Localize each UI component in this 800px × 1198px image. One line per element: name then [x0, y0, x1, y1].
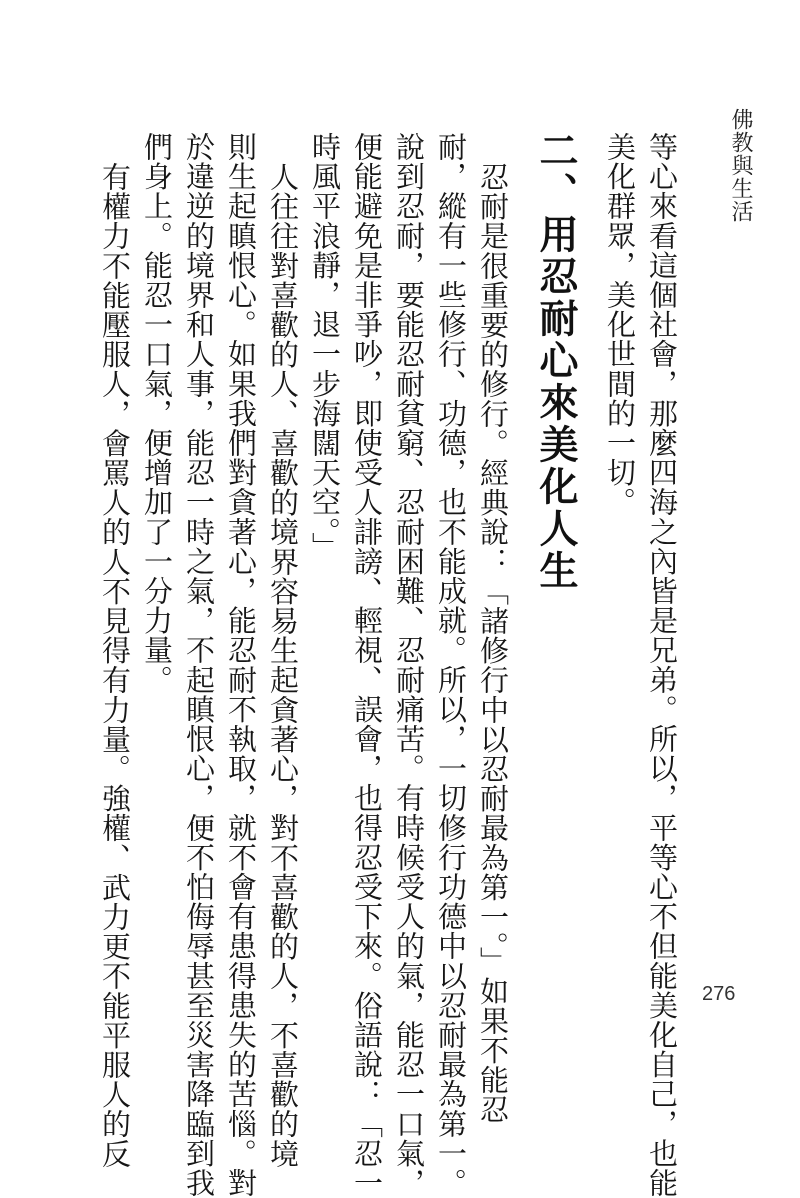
- running-head: 佛教與生活: [728, 108, 753, 223]
- text-column: 則生起瞋恨心。如果我們對貪著心，能忍耐不執取，就不會有患得患失的苦惱。對: [224, 132, 258, 1198]
- text-column: 美化群眾，美化世間的一切。: [603, 132, 637, 517]
- text-column: 有權力不能壓服人，會罵人的人不見得有力量。強權、武力更不能平服人的反: [98, 162, 132, 1169]
- section-heading: 二、用忍耐心來美化人生: [533, 130, 578, 592]
- text-column: 時風平浪靜，退一步海闊天空。」: [308, 132, 342, 562]
- text-column: 說到忍耐，要能忍耐貧窮、忍耐困難、忍耐痛苦。有時候受人的氣，能忍一口氣，: [392, 132, 426, 1198]
- text-column: 便能避免是非爭吵，即使受人誹謗、輕視、誤會，也得忍受下來。俗語說：「忍一: [350, 132, 384, 1198]
- text-column: 於違逆的境界和人事，能忍一時之氣，不起瞋恨心，便不怕侮辱甚至災害降臨到我: [182, 132, 216, 1198]
- text-column: 們身上。能忍一口氣，便增加了一分力量。: [140, 132, 174, 695]
- text-column: 人往往對喜歡的人、喜歡的境界容易生起貪著心，對不喜歡的人，不喜歡的境: [266, 162, 300, 1169]
- text-column: 等心來看這個社會，那麼四海之內皆是兄弟。所以，平等心不但能美化自己，也能: [645, 132, 679, 1198]
- text-column: 忍耐是很重要的修行。經典說：「諸修行中以忍耐最為第一。」如果不能忍: [476, 162, 510, 1125]
- page-number: 276: [702, 983, 736, 1005]
- text-column: 耐，縱有一些修行、功德，也不能成就。所以，一切修行功德中以忍耐最為第一。: [434, 132, 468, 1198]
